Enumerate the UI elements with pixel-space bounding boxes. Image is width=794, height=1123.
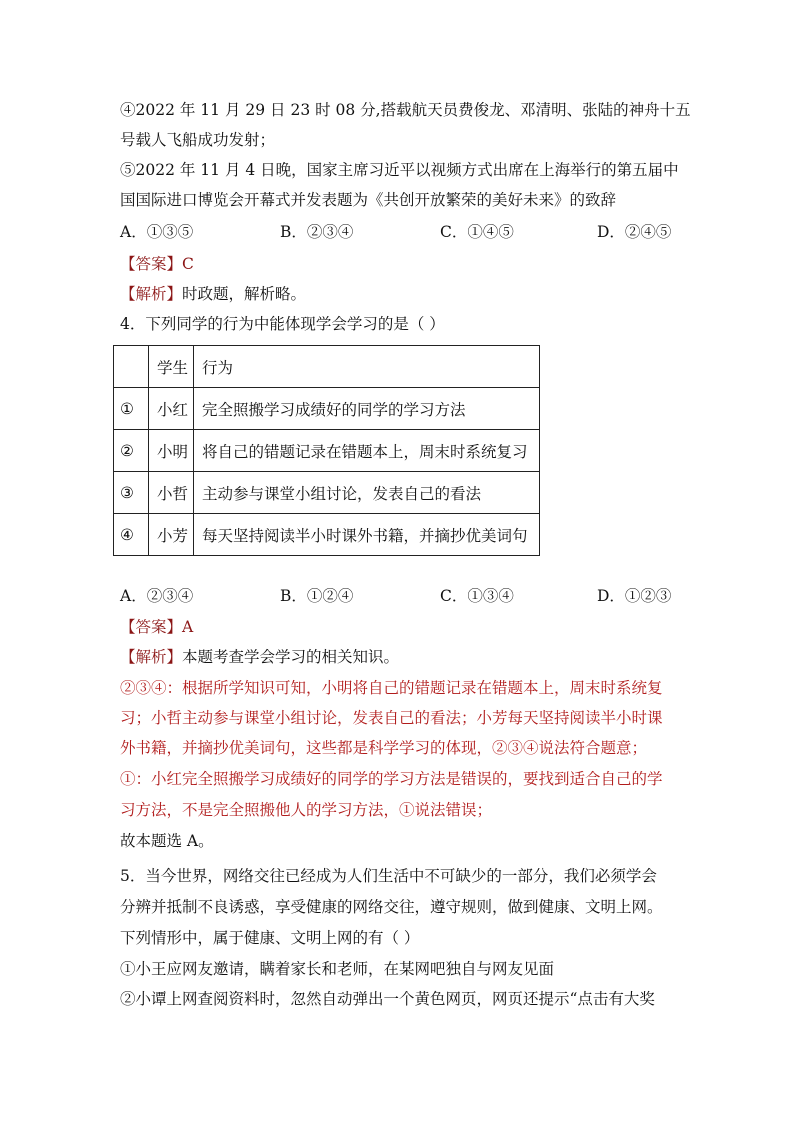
q5-stem-line1: 5．当今世界，网络交往已经成为人们生活中不可缺少的一部分，我们必须学会 <box>120 867 657 885</box>
q5-stem-line2: 分辨并抵制不良诱惑，享受健康的网络交往，遵守规则，做到健康、文明上网。 <box>120 898 663 916</box>
q5-option-2: ②小谭上网查阅资料时，忽然自动弹出一个黄色网页，网页还提示“点击有大奖 <box>120 990 655 1008</box>
table-header-row <box>114 346 540 388</box>
analysis-tag: 【解析】 <box>120 285 183 303</box>
q3-analysis <box>120 284 306 304</box>
table-row <box>114 388 540 430</box>
table-cell-index: ② <box>114 430 149 472</box>
q3-option-5-line2: 国国际进口博览会开幕式并发表题为《共创开放繁荣的美好未来》的致辞 <box>120 191 617 209</box>
table-row <box>114 514 540 556</box>
q4-stem: 4．下列同学的行为中能体现学会学习的是（ ） <box>120 315 445 333</box>
analysis-tag: 【解析】 <box>120 648 183 666</box>
q4-analysis <box>120 647 399 667</box>
table-row <box>114 472 540 514</box>
q4-choice-b: B．①②④ <box>280 587 354 605</box>
q4-table <box>113 345 540 556</box>
q4-choice-d: D．①②③ <box>597 587 672 605</box>
table-row <box>114 430 540 472</box>
q3-choice-c: C．①④⑤ <box>440 223 514 241</box>
q4-explanation-line2: 习；小哲主动参与课堂小组讨论，发表自己的看法；小芳每天坚持阅读半小时课 <box>120 709 663 727</box>
table-cell-index: ③ <box>114 472 149 514</box>
q4-explanation-line1: ②③④：根据所学知识可知，小明将自己的错题记录在错题本上，周末时系统复 <box>120 679 663 697</box>
q3-option-5-line1: ⑤2022 年 11 月 4 日晚，国家主席习近平以视频方式出席在上海举行的第五届中 <box>120 161 679 179</box>
table-cell-student: 小红 <box>149 388 194 430</box>
table-cell-index: ④ <box>114 514 149 556</box>
q3-option-4-line1: ④2022 年 11 月 29 日 23 时 08 分,搭载航天员费俊龙、邓清明、张陆的神舟十五 <box>120 101 691 119</box>
q4-conclusion: 故本题选 A。 <box>120 832 214 850</box>
table-header-student: 学生 <box>149 346 194 388</box>
q3-choice-b: B．②③④ <box>280 223 354 241</box>
table-cell-behavior: 将自己的错题记录在错题本上，周末时系统复习 <box>194 430 540 472</box>
table-cell-student: 小芳 <box>149 514 194 556</box>
q4-explanation-line4: ①：小红完全照搬学习成绩好的同学的学习方法是错误的，要找到适合自己的学 <box>120 770 663 788</box>
analysis-text: 时政题，解析略。 <box>182 285 307 303</box>
table-cell-behavior: 每天坚持阅读半小时课外书籍，并摘抄优美词句 <box>194 514 540 556</box>
table-cell-behavior: 主动参与课堂小组讨论，发表自己的看法 <box>194 472 540 514</box>
table-header-behavior: 行为 <box>194 346 540 388</box>
q4-answer <box>120 617 193 637</box>
answer-tag: 【答案】 <box>120 255 183 273</box>
q3-answer <box>120 254 194 274</box>
q3-choice-d: D．②④⑤ <box>597 223 672 241</box>
table-cell <box>114 346 149 388</box>
q3-choice-a: A．①③⑤ <box>120 223 194 241</box>
table-cell-behavior: 完全照搬学习成绩好的同学的学习方法 <box>194 388 540 430</box>
q3-option-4-line2: 号载人飞船成功发射； <box>120 131 276 149</box>
table-cell-student: 小哲 <box>149 472 194 514</box>
answer-value: C <box>182 255 194 273</box>
answer-tag: 【答案】 <box>120 618 183 636</box>
q4-explanation-line5: 习方法，不是完全照搬他人的学习方法，①说法错误； <box>120 801 493 819</box>
table-cell-index: ① <box>114 388 149 430</box>
q4-explanation-line3: 外书籍，并摘抄优美词句，这些都是科学学习的体现，②③④说法符合题意； <box>120 739 648 757</box>
analysis-text: 本题考查学会学习的相关知识。 <box>182 648 400 666</box>
q5-stem-line3: 下列情形中，属于健康、文明上网的有（ ） <box>120 929 420 947</box>
q4-choice-c: C．①③④ <box>440 587 514 605</box>
q4-choice-a: A．②③④ <box>120 587 194 605</box>
q5-option-1: ①小王应网友邀请，瞒着家长和老师，在某网吧独自与网友见面 <box>120 960 555 978</box>
answer-value: A <box>182 618 194 636</box>
table-cell-student: 小明 <box>149 430 194 472</box>
